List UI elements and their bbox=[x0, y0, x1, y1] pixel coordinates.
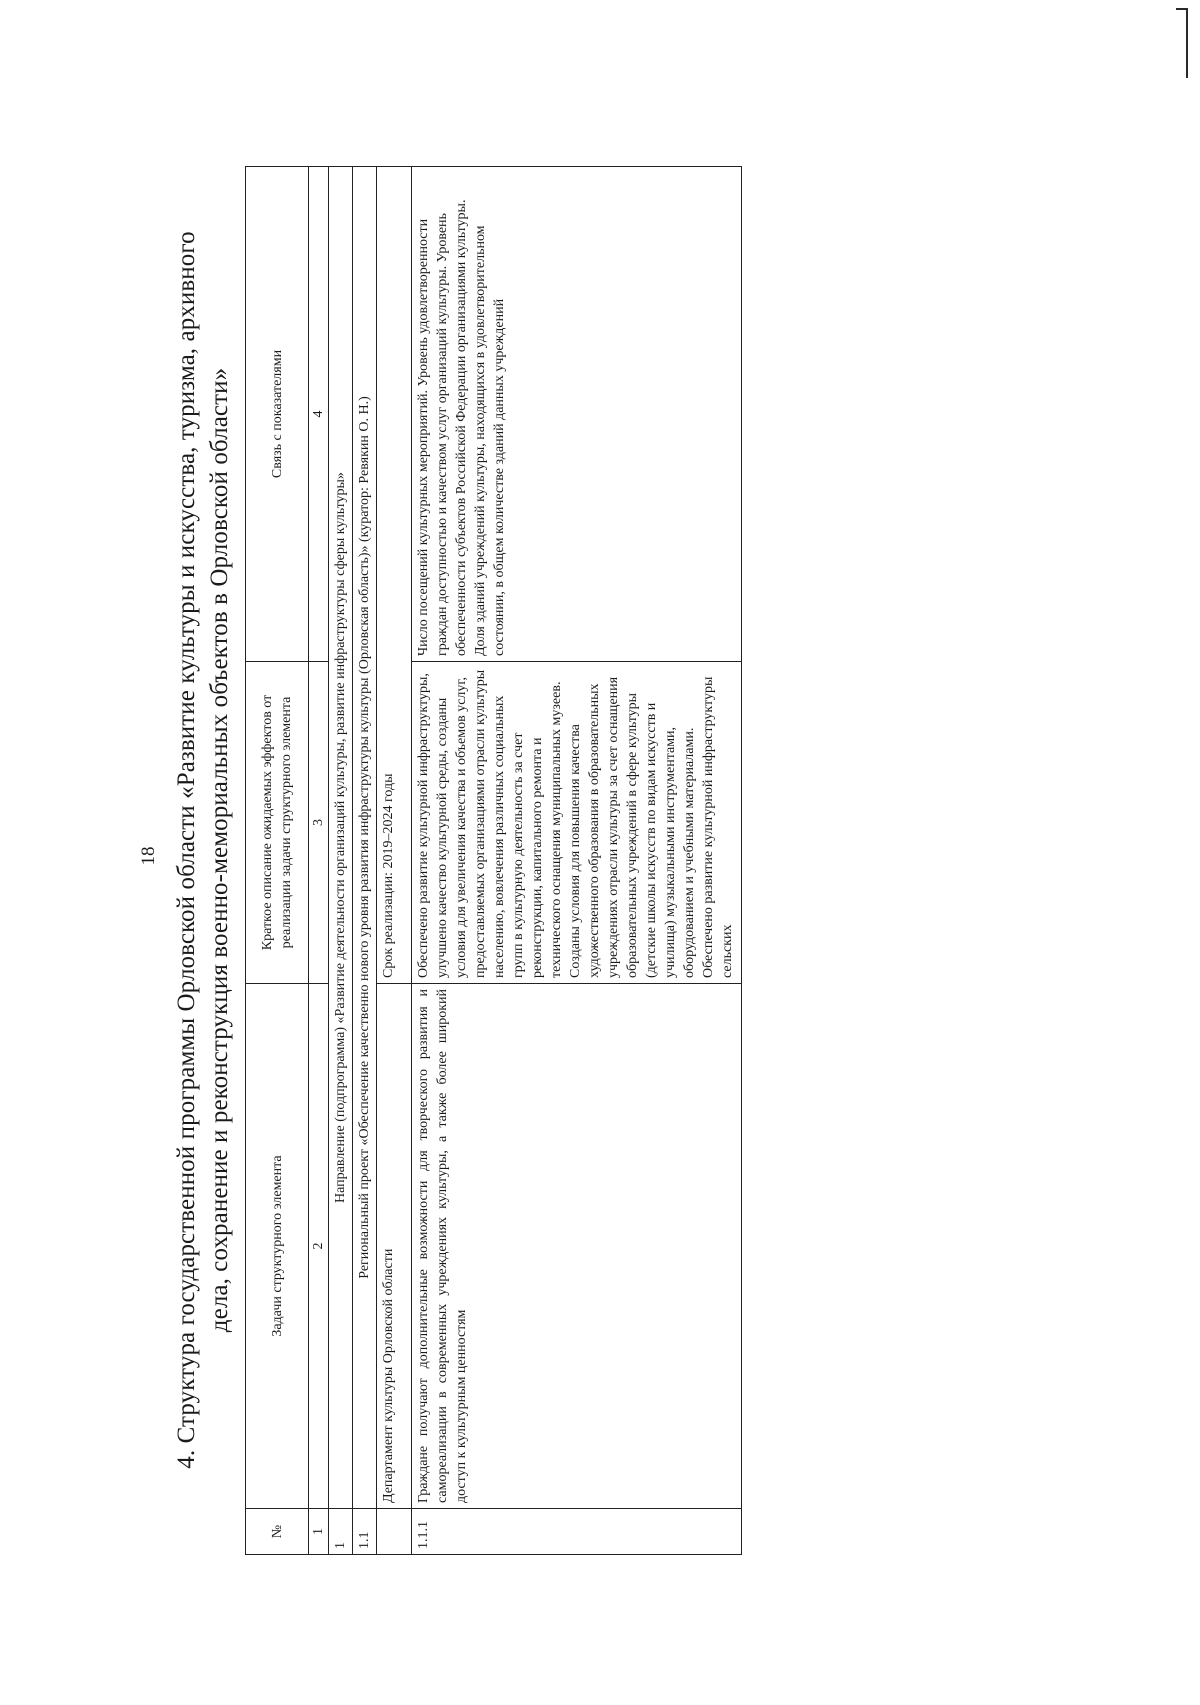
header-link: Связь с показателями bbox=[246, 167, 309, 662]
realization-period: Срок реализации: 2019–2024 годы bbox=[377, 167, 412, 984]
row-effects: Обеспечено развитие культурной инфраструктуры, улучшено качество культурной среды, созданы условия для увеличения качества и объемов услуг, предоставляемых организациями отрасли культуры населению, вовлечения различных социальных групп в культурную деятельность за счет реконструкции, капитального ремонта и технического оснащения муниципальных музеев. Созданы условия для повышения качества художественного образования в образовательных учреждениях отрасли культуры за счет оснащения образовательных учреждений в сфере культуры (детские школы искусств по видам искусств и училища) музыкальными инструментами, оборудованием и учебными материалами. Обеспечено развитие культурной инфраструктуры сельских bbox=[412, 662, 742, 984]
project-row bbox=[353, 167, 377, 1555]
column-number: 4 bbox=[309, 167, 329, 662]
row-indicators: Число посещений культурных мероприятий. Уровень удовлетворенности граждан доступностью и качеством услуг организаций культуры. Уровень обеспеченности субъектов Российской Федерации организациями культуры. Доля зданий учреждений культуры, находящихся в удовлетворительном состоянии, в общем количестве зданий данных учреждений bbox=[412, 167, 742, 662]
table-row bbox=[412, 167, 742, 1555]
program-structure-table bbox=[245, 166, 742, 1555]
responsible-num bbox=[377, 1509, 412, 1555]
column-number: 3 bbox=[309, 662, 329, 984]
project-text: Региональный проект «Обеспечение качественно нового уровня развития инфраструктуры культуры (Орловская область)» (куратор: Ревякин О. Н.) bbox=[353, 167, 377, 1509]
page-number: 18 bbox=[138, 846, 159, 866]
table-header-row bbox=[246, 167, 309, 1555]
column-number-row bbox=[309, 167, 329, 1555]
section-title bbox=[170, 55, 236, 1645]
column-number: 2 bbox=[309, 984, 329, 1509]
section-title-line-1: 4. Структура государственной программы Орловской области «Развитие культуры и искусства, туризма, архивного bbox=[173, 231, 200, 1469]
direction-num: 1 bbox=[329, 1509, 353, 1555]
responsible-row bbox=[377, 167, 412, 1555]
project-num: 1.1 bbox=[353, 1509, 377, 1555]
column-number: 1 bbox=[309, 1509, 329, 1555]
row-task: Граждане получают дополнительные возможности для творческого развития и самореализации в современных учреждениях культуры, а также более широкий доступ к культурным ценностям bbox=[412, 984, 742, 1509]
responsible-department: Департамент культуры Орловской области bbox=[377, 984, 412, 1509]
header-effects: Краткое описание ожидаемых эффектов от реализации задачи структурного элемента bbox=[246, 662, 309, 984]
row-num: 1.1.1 bbox=[412, 1509, 742, 1555]
section-title-line-2: дела, сохранение и реконструкция военно-мемориальных объектов в Орловской области» bbox=[206, 367, 233, 1333]
direction-row bbox=[329, 167, 353, 1555]
header-tasks: Задачи структурного элемента bbox=[246, 984, 309, 1509]
header-num: № bbox=[246, 1509, 309, 1555]
direction-text: Направление (подпрограмма) «Развитие деятельности организаций культуры, развитие инфраструктуры сферы культуры» bbox=[329, 167, 353, 1509]
